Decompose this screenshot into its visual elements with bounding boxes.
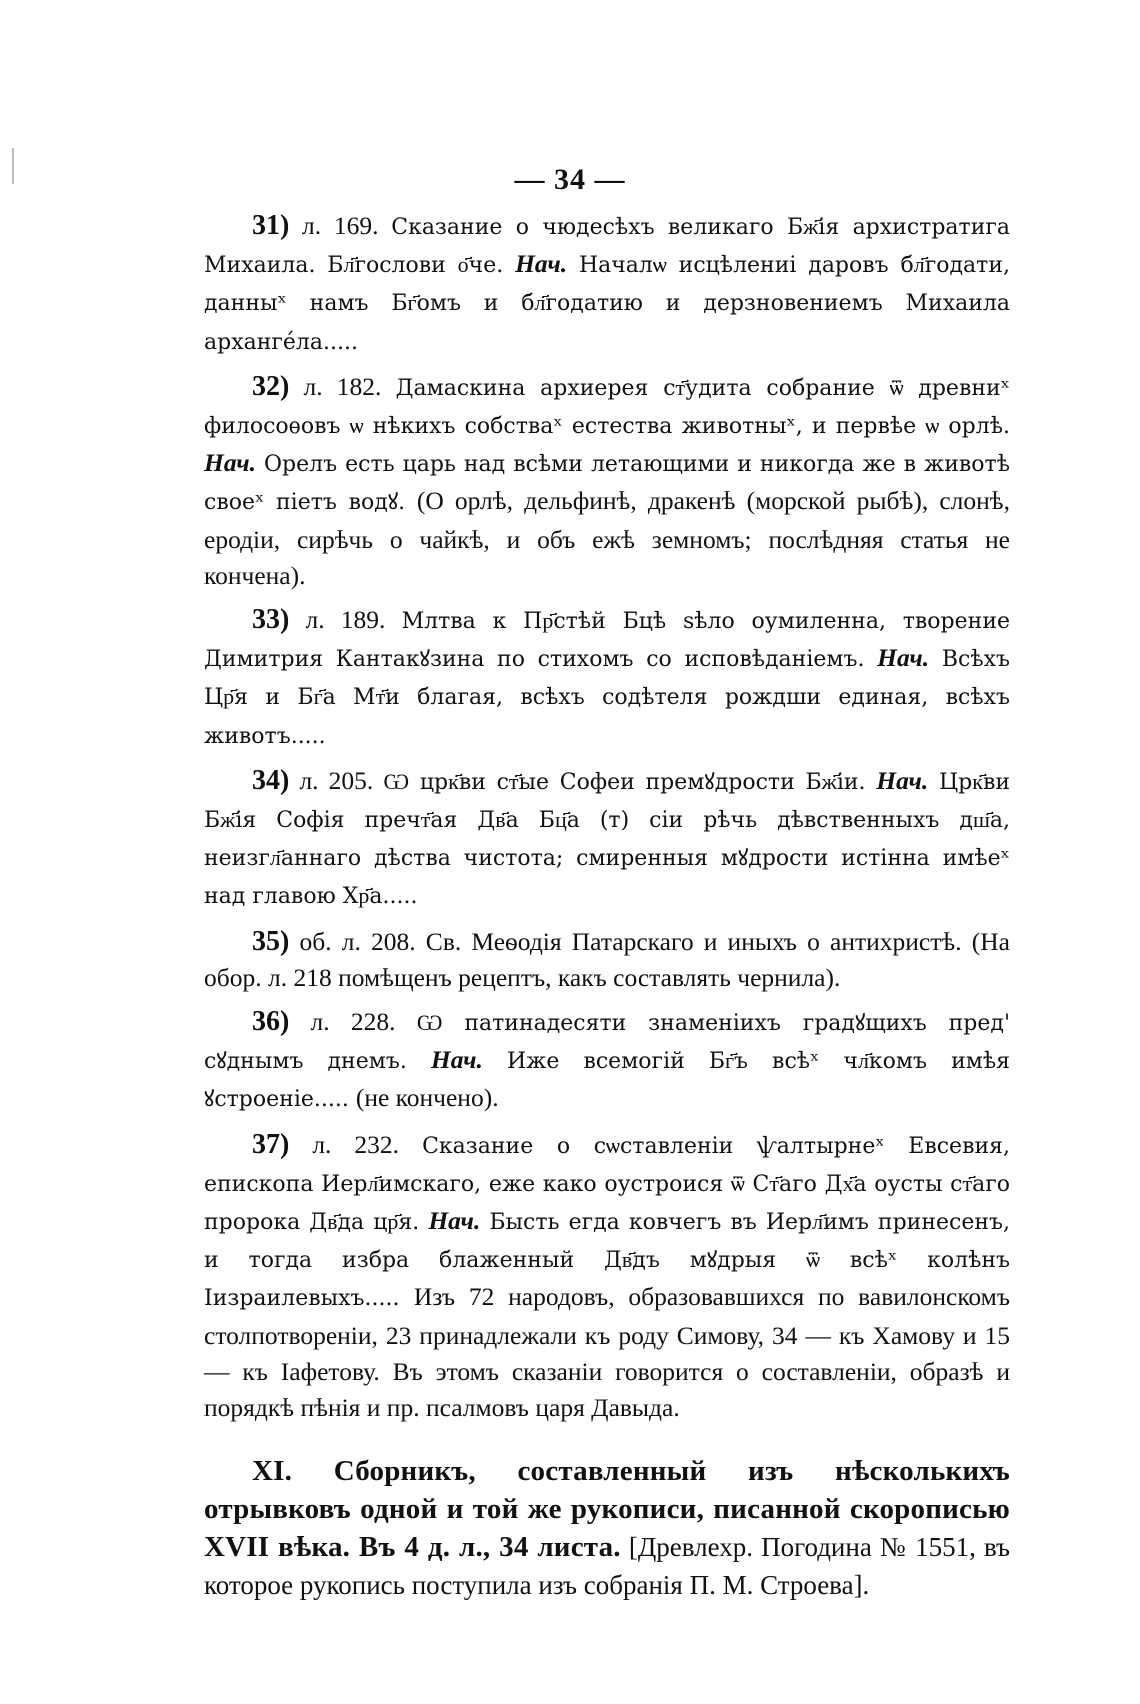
entry-text: (О орлѣ, дельфинѣ, дракенѣ (морской рыбѣ), слонѣ, еродiи, сирѣчь о чайкѣ, и объ ежѣ земномъ; послѣдняя статья не кончена). <box>204 486 1010 590</box>
incipit-label: Нач. <box>876 765 929 795</box>
church-slavonic-text: Дамаскина архиерея ст҃удита собрание ѿ древниˣ филосоѳовъ ѡ нѣкихъ собстваˣ естества животныˣ, и первѣе ѡ орлѣ. <box>204 375 1010 440</box>
page-number: — 34 — <box>514 163 626 196</box>
church-slavonic-text: Орелъ есть царь над всѣми летающими и никогда же в животѣ своеˣ пiетъ водꙋ. <box>204 452 1010 516</box>
entry-number: 34) <box>252 764 290 796</box>
entry-text: л. 169. <box>289 211 392 240</box>
catalog-entries <box>204 208 1010 1631</box>
church-slavonic-text: Всѣхъ Цр҃я и Бг҃а Мт҃и благая, всѣхъ содѣтеля рождши единая, всѣхъ животъ..... <box>204 647 1010 749</box>
incipit-label: Нач. <box>204 448 257 478</box>
church-slavonic-text: Ѡ црк҃ви ст҃ые Софеи премꙋдрости Бж҃iи. <box>383 769 877 795</box>
church-slavonic-text: Млтва к Пр҃стѣй Бцѣ ѕѣло оумиленна, творение Димитрия Кантакꙋзина по стихомъ со исповѣданiемъ. <box>204 609 1010 673</box>
catalog-entry <box>204 1127 1010 1427</box>
church-slavonic-text: Ѡ патинадесяти знаменiихъ градꙋщихъ пред' сꙋднымъ днемъ. <box>204 1011 1010 1075</box>
catalog-entry <box>204 602 1010 755</box>
church-slavonic-text: Сказание о чюдесѣхъ великаго Бж҃ія архистратига Михаила. Бл҃гослови о҃че. <box>204 215 1011 279</box>
entry-number: 36) <box>252 1006 290 1038</box>
entry-number: 37) <box>252 1128 290 1160</box>
entry-text: л. 182. <box>289 371 396 401</box>
catalog-entry <box>204 1004 1010 1119</box>
entry-number: 31) <box>252 210 290 241</box>
church-slavonic-text: Иже всемогiй Бг҃ъ всѣˣ чл҃комъ имѣя ꙋстроенiе..... <box>204 1049 1010 1113</box>
catalog-entry <box>204 208 1010 361</box>
incipit-label: Нач. <box>877 643 930 673</box>
entry-number: 32) <box>252 370 290 402</box>
section-xi <box>204 1452 1010 1604</box>
entry-text: об. л. 208. Св. Меѳодiя Патарскаго и иныхъ о антихристѣ. (На обор. л. 218 помѣщенъ рецептъ, какъ составлять чернила). <box>204 926 1010 992</box>
section-note: [Древлехр. Погодина № 1551, въ которое рукопись поступила изъ собранiя П. М. Строева]. <box>204 1532 1010 1601</box>
church-slavonic-text: Сказание о сѡставленiи ѱалтырнеˣ Евсевия, епископа Иерл҃имскаго, еже како оустроися ѿ Ст҃аго Дх҃а оусты ст҃аго пророка Дв҃да цр҃я. <box>204 1133 1011 1236</box>
catalog-entry <box>204 763 1010 916</box>
entry-text: л. 232. <box>289 1129 423 1159</box>
entry-number: 35) <box>252 925 290 957</box>
entry-text: л. 189. <box>289 605 402 635</box>
church-slavonic-text: Црк҃ви Бж҃iя Софiя пречт҃ая Дв҃а Бц҃а (т) сiи рѣчь дѣвственныхъ дш҃а, неизгл҃аннаго дѣства чистота; смиренныя мꙋдрости истiнна имѣеˣ над главою Хр҃а..... <box>204 769 1010 910</box>
entry-text: л. 205. <box>289 765 384 795</box>
incipit-label: Нач. <box>428 1206 481 1236</box>
church-slavonic-text: Бысть егда ковчегъ въ Иерл҃имъ принесенъ, и тогда избра блаженный Дв҃дъ мꙋдрыя ѿ всѣˣ колѣнъ Iизраилевыхъ..... <box>204 1210 1010 1312</box>
entry-text: Изъ 72 народовъ, образовавшихся по вавилонскомъ столпотворенiи, 23 принадлежали къ роду Симову, 34 — къ Хамову и 15 — къ Iафетову. Въ этомъ сказанiи говорится о составленiи, образѣ и порядкѣ пѣнiя и пр. псалмовъ царя Давыда. <box>204 1282 1010 1423</box>
catalog-entry <box>204 924 1010 996</box>
incipit-label: Нач. <box>430 1045 483 1075</box>
entry-text: (не кончено). <box>355 1083 499 1113</box>
incipit-label: Нач. <box>515 249 568 279</box>
church-slavonic-text: Началѡ исцѣлениі даровъ бл҃годати, данныˣ намъ Бг҃омъ и бл҃годатию и дерзновениемъ Михаила арханге́ла..... <box>204 253 1010 355</box>
section-heading: XI. Сборникъ, составленный изъ нѣсколькихъ отрывковъ одной и той же рукописи, писанной скорописью XVII вѣка. Въ 4 д. л., 34 листа. <box>204 1455 1010 1564</box>
entry-text: л. 228. <box>289 1007 417 1037</box>
catalog-entry <box>204 369 1010 594</box>
entry-number: 33) <box>252 604 290 636</box>
